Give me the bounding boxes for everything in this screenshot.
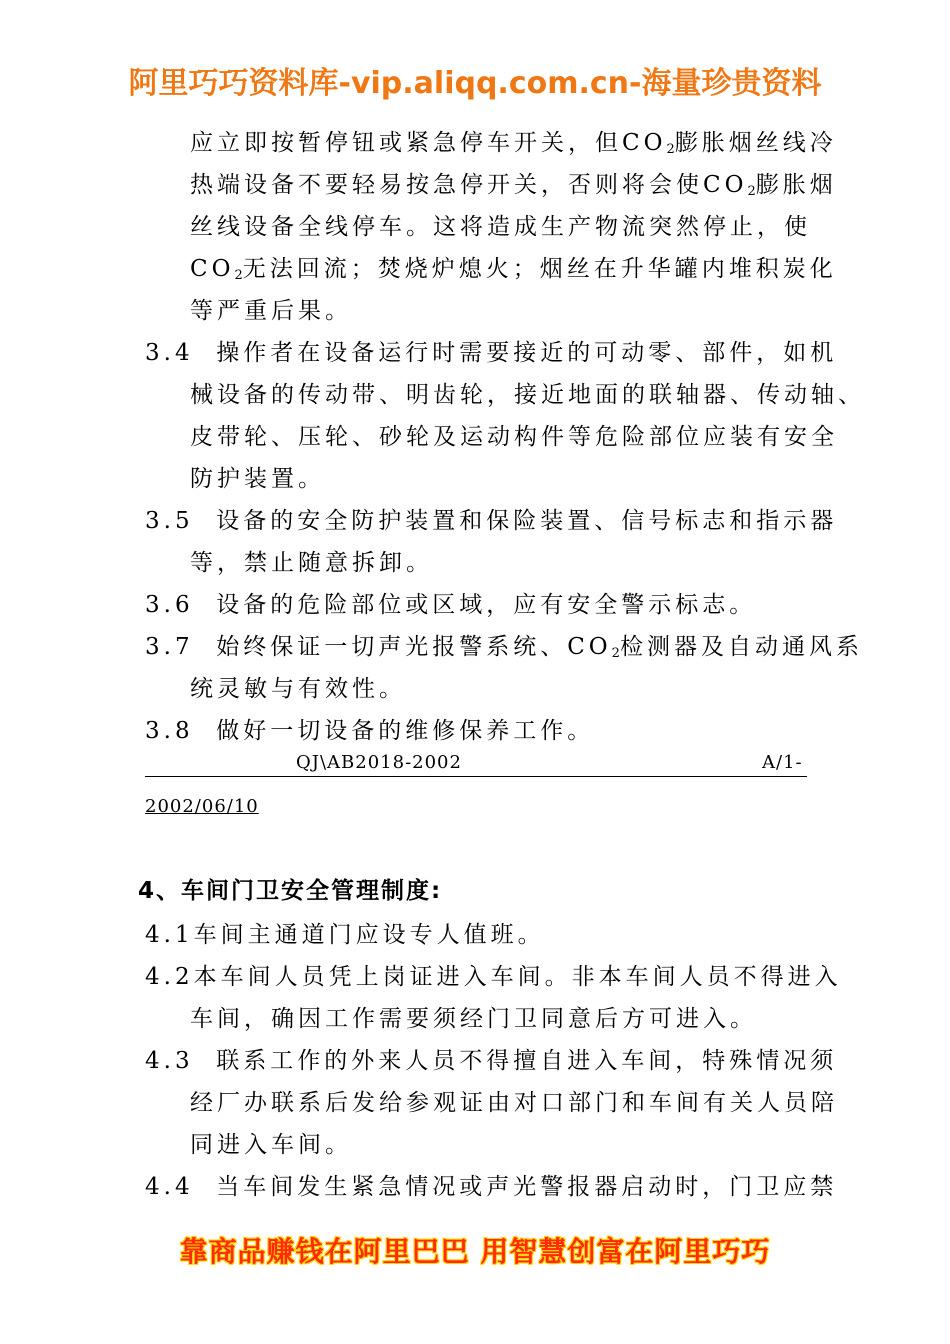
text-segment: 热端设备不要轻易按急停开关，否则将会使 — [190, 172, 703, 198]
text-segment: 设备的安全防护装置和保险装置、信号标志和指示器 — [216, 508, 838, 534]
text-segment: 当车间发生紧急情况或声光警报器启动时，门卫应禁 — [216, 1174, 838, 1200]
text-segment: 做好一切设备的维修保养工作。 — [216, 718, 595, 744]
text-line: 统灵敏与有效性。 — [190, 676, 406, 702]
list-item-3-4 — [145, 334, 837, 367]
list-item-4-2 — [145, 958, 842, 991]
text-line: 车间，确因工作需要须经门卫同意后方可进入。 — [190, 1006, 757, 1032]
footer-divider — [145, 776, 807, 777]
text-line: 等，禁止随意拆卸。 — [190, 550, 433, 576]
item-number: 3.7 — [145, 634, 194, 660]
subscript: 2 — [234, 268, 243, 283]
item-number: 4.2 — [145, 964, 194, 990]
subscript: 2 — [611, 646, 620, 661]
text-segment: 本车间人员凭上岗证进入车间。非本车间人员不得进入 — [193, 964, 842, 990]
list-item-3-8 — [145, 712, 594, 745]
list-item-3-7 — [145, 628, 863, 661]
text-line: 皮带轮、压轮、砂轮及运动构件等危险部位应装有安全 — [190, 424, 838, 450]
item-number: 3.6 — [145, 592, 194, 618]
co2-label: CO — [190, 256, 235, 282]
text-segment: 无法回流；焚烧炉熄火；烟丝在升华罐内堆积炭化 — [242, 256, 837, 282]
section-heading: 4、车间门卫安全管理制度: — [138, 878, 443, 904]
document-date: 2002/06/10 — [145, 796, 259, 817]
co2-label: CO — [703, 172, 748, 198]
list-item-4-4 — [145, 1168, 837, 1201]
item-number: 3.8 — [145, 718, 194, 744]
subscript: 2 — [747, 184, 756, 199]
document-version: A/1- — [762, 752, 803, 773]
text-line: 等严重后果。 — [190, 298, 352, 324]
list-item-4-1 — [145, 916, 545, 949]
text-segment: 车间主通道门应设专人值班。 — [193, 922, 545, 948]
header-banner: 阿里巧巧资料库-vip.aliqq.com.cn-海量珍贵资料 — [128, 66, 822, 101]
list-item-3-5 — [145, 502, 837, 535]
co2-label: CO — [622, 130, 667, 156]
text-line — [190, 250, 837, 283]
item-number: 4.4 — [145, 1174, 194, 1200]
text-line — [190, 166, 837, 199]
text-line — [190, 124, 837, 157]
text-segment: 膨胀烟 — [755, 172, 837, 198]
list-item-3-6 — [145, 586, 756, 619]
item-number: 4.3 — [145, 1048, 194, 1074]
text-line: 防护装置。 — [190, 466, 325, 492]
text-line: 械设备的传动带、明齿轮，接近地面的联轴器、传动轴、 — [190, 382, 865, 408]
text-segment: 联系工作的外来人员不得擅自进入车间，特殊情况须 — [216, 1048, 838, 1074]
text-line: 同进入车间。 — [190, 1132, 352, 1158]
list-item-4-3 — [145, 1042, 837, 1075]
document-code: QJ\AB2018-2002 — [296, 752, 462, 773]
text-segment: 检测器及自动通风系 — [619, 634, 863, 660]
text-line: 经厂办联系后发给参观证由对口部门和车间有关人员陪 — [190, 1090, 838, 1116]
text-segment: 膨胀烟丝线冷 — [674, 130, 837, 156]
co2-label: CO — [567, 634, 612, 660]
footer-banner: 靠商品赚钱在阿里巴巴 用智慧创富在阿里巧巧 — [179, 1235, 771, 1268]
text-segment: 始终保证一切声光报警系统、 — [216, 634, 568, 660]
text-line: 丝线设备全线停车。这将造成生产物流突然停止，使 — [190, 214, 811, 240]
text-segment: 设备的危险部位或区域，应有安全警示标志。 — [216, 592, 757, 618]
subscript: 2 — [666, 142, 675, 157]
item-number: 4.1 — [145, 922, 194, 948]
text-segment: 应立即按暂停钮或紧急停车开关，但 — [190, 130, 622, 156]
text-segment: 操作者在设备运行时需要接近的可动零、部件，如机 — [216, 340, 838, 366]
item-number: 3.5 — [145, 508, 194, 534]
item-number: 3.4 — [145, 340, 194, 366]
